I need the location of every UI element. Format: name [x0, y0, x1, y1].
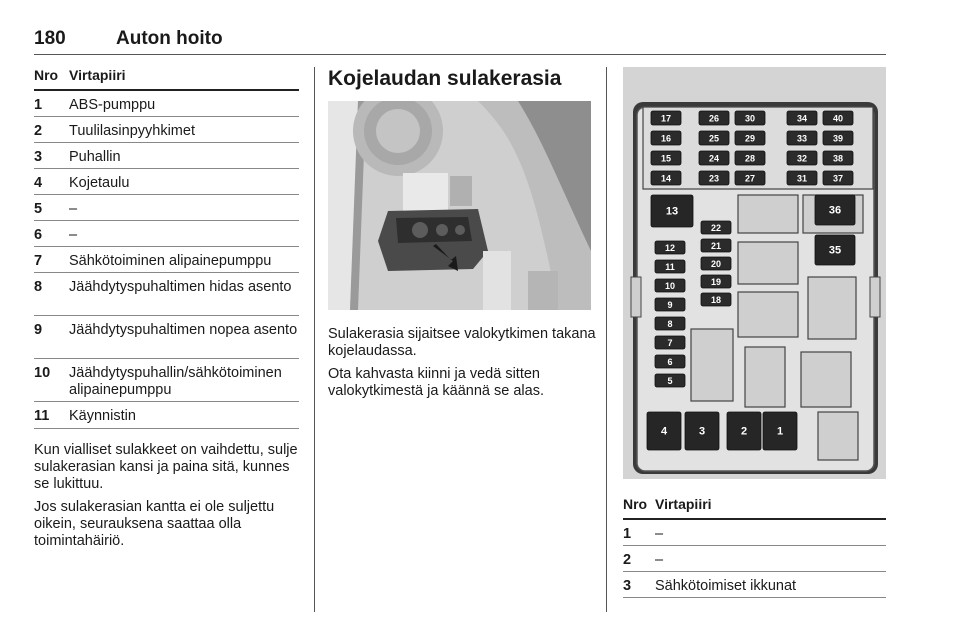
col-number-header-right: Nro [623, 496, 648, 512]
fuse-slot [655, 374, 685, 387]
row-number: 8 [34, 279, 43, 295]
col-circuit-header: Virtapiiri [69, 67, 126, 83]
row-circuit: Sähkötoimiset ikkunat [655, 578, 797, 594]
fuse-table-body-right [623, 520, 886, 598]
fuse-table-header [34, 67, 299, 91]
fuse-number: 11 [665, 262, 675, 272]
fuse-number: 19 [710, 277, 722, 287]
row-circuit: – [655, 552, 664, 568]
row-circuit: ABS-pumppu [69, 97, 156, 113]
table-row [34, 195, 299, 221]
fuse-number: 21 [710, 241, 722, 251]
table-row [623, 520, 886, 546]
fuse-slot [727, 412, 761, 450]
column-divider-left [314, 67, 315, 612]
fuse-slot [735, 111, 765, 125]
fuse-number: 18 [710, 295, 722, 305]
fuse-box-diagram [623, 67, 886, 479]
fuse-number: 20 [710, 259, 722, 269]
fuse-number: 22 [710, 223, 722, 233]
fuse-slot [701, 221, 731, 234]
fuse-slot [655, 241, 685, 254]
fuse-number: 10 [664, 281, 676, 291]
dashboard-photo [328, 101, 591, 310]
row-circuit: Sähkötoiminen alipainepumppu [69, 253, 272, 269]
col-circuit-header-right: Virtapiiri [655, 496, 712, 512]
page-header [34, 6, 886, 49]
fuse-number: 23 [708, 173, 720, 184]
fuse-number: 33 [796, 133, 808, 144]
fuse-slot [651, 151, 681, 165]
fuse-slot [685, 412, 719, 450]
row-circuit: – [655, 526, 664, 542]
section-title: Kojelaudan sulakerasia [328, 67, 562, 90]
fuse-box-svg [623, 67, 886, 479]
fuse-number: 38 [832, 153, 844, 164]
fuse-number: 31 [796, 173, 808, 184]
fuse-slot [787, 171, 817, 185]
row-circuit: Jäähdytyspuhaltimen hidas asento [69, 279, 292, 295]
fuse-slot [699, 171, 729, 185]
table-row [34, 117, 299, 143]
fuse-number: 17 [660, 113, 672, 124]
fuse-number: 25 [708, 133, 720, 144]
fuse-slot [699, 151, 729, 165]
fuse-slot [823, 111, 853, 125]
fuse-slot [787, 111, 817, 125]
row-number: 11 [34, 408, 50, 424]
fuse-slot [655, 279, 685, 292]
fuse-number: 14 [660, 173, 672, 184]
row-circuit: Tuulilasinpyyhkimet [69, 123, 195, 139]
column-divider-right [606, 67, 607, 612]
fuse-number: 32 [796, 153, 808, 164]
fuse-slot [763, 412, 797, 450]
row-circuit: Kojetaulu [69, 175, 130, 191]
fuse-slot [823, 171, 853, 185]
row-circuit: Puhallin [69, 149, 121, 165]
fuse-table-header-right [623, 496, 886, 520]
fuse-number: 36 [828, 204, 842, 217]
fuse-slot [699, 111, 729, 125]
page-number: 180 [34, 28, 66, 49]
fuse-number: 28 [744, 153, 756, 164]
fuse-number: 24 [708, 153, 720, 164]
fuse-slot [735, 151, 765, 165]
fuse-number: 39 [832, 133, 844, 144]
fuse-number: 6 [667, 357, 673, 367]
fuse-slot [701, 293, 731, 306]
fuse-slot [735, 131, 765, 145]
paragraph-close-cover: Kun vialliset sulakkeet on vaihdettu, sulje sulakerasian kansi ja paina sitä, kunnes se lukittuu. [34, 442, 298, 492]
fuse-number: 1 [776, 425, 784, 438]
col-number-header: Nro [34, 67, 59, 83]
row-number: 3 [623, 578, 632, 594]
middle-text [328, 326, 598, 400]
table-row [623, 546, 886, 572]
table-row [34, 247, 299, 273]
fuse-number: 27 [744, 173, 756, 184]
fuse-slot [655, 260, 685, 273]
fuse-number: 2 [740, 425, 748, 438]
paragraph-instructions: Ota kahvasta kiinni ja vedä sitten valokytkimestä ja käännä se alas. [328, 366, 544, 399]
row-number: 6 [34, 227, 43, 243]
row-number: 2 [623, 552, 632, 568]
fuse-slot [651, 195, 693, 227]
row-circuit: – [69, 201, 78, 217]
header-rule [34, 54, 886, 55]
fuse-number: 15 [660, 153, 672, 164]
row-circuit: Jäähdytyspuhaltimen nopea asento [69, 322, 298, 338]
fuse-number: 5 [667, 376, 673, 386]
row-number: 9 [34, 322, 43, 338]
fuse-slot [701, 257, 731, 270]
table-row [34, 143, 299, 169]
page-title: Auton hoito [116, 28, 223, 49]
fuse-slot [647, 412, 681, 450]
fuse-slot [655, 317, 685, 330]
row-number: 7 [34, 253, 43, 269]
dashboard-illustration [328, 101, 591, 310]
fuse-number: 30 [744, 113, 756, 124]
row-circuit: – [69, 227, 78, 243]
fuse-slot [651, 131, 681, 145]
fuse-number: 7 [667, 338, 673, 348]
fuse-slot [651, 171, 681, 185]
fuse-slot [655, 336, 685, 349]
row-circuit: Jäähdytyspuhallin/sähkötoiminen alipainepumppu [69, 365, 282, 398]
table-row [34, 316, 299, 359]
fuse-slot [701, 239, 731, 252]
row-number: 2 [34, 123, 43, 139]
fuse-slot [655, 355, 685, 368]
fuse-number: 13 [665, 205, 679, 218]
fuse-slot [701, 275, 731, 288]
row-number: 1 [623, 526, 632, 542]
fuse-number: 29 [744, 133, 756, 144]
fuse-number: 4 [660, 425, 668, 438]
fuse-slot [815, 235, 855, 265]
paragraph-cover-warning: Jos sulakerasian kantta ei ole suljettu oikein, seurauksena saattaa olla toimintahäiriö. [34, 499, 275, 549]
fuse-number: 37 [832, 173, 844, 184]
paragraph-location: Sulakerasia sijaitsee valokytkimen takana kojelaudassa. [328, 326, 596, 359]
fuse-slot [815, 195, 855, 225]
table-row [34, 169, 299, 195]
row-circuit: Käynnistin [69, 408, 136, 424]
fuse-number: 35 [828, 244, 842, 257]
fuse-table-body [34, 91, 299, 429]
row-number: 1 [34, 97, 43, 113]
table-row [34, 91, 299, 117]
fuse-number: 26 [708, 113, 720, 124]
row-number: 10 [34, 365, 51, 381]
row-number: 5 [34, 201, 43, 217]
fuse-number: 12 [664, 243, 676, 253]
table-row [34, 359, 299, 402]
fuse-slot [823, 131, 853, 145]
row-number: 4 [34, 175, 43, 191]
left-column [34, 67, 299, 550]
table-row [34, 402, 299, 429]
fuse-number: 40 [832, 113, 844, 124]
fuse-number: 3 [698, 425, 706, 438]
fuse-slot [735, 171, 765, 185]
fuse-slot [651, 111, 681, 125]
table-row [623, 572, 886, 598]
fuse-number: 9 [667, 300, 673, 310]
fuse-number: 8 [667, 319, 673, 329]
fuse-slot [699, 131, 729, 145]
fuse-number: 34 [796, 113, 808, 124]
fuse-slot [787, 151, 817, 165]
right-table [623, 496, 886, 598]
table-row [34, 273, 299, 316]
fuse-number: 16 [660, 133, 672, 144]
fuse-slot [787, 131, 817, 145]
table-row [34, 221, 299, 247]
fuse-slot [823, 151, 853, 165]
row-number: 3 [34, 149, 43, 165]
fuse-slot [655, 298, 685, 311]
